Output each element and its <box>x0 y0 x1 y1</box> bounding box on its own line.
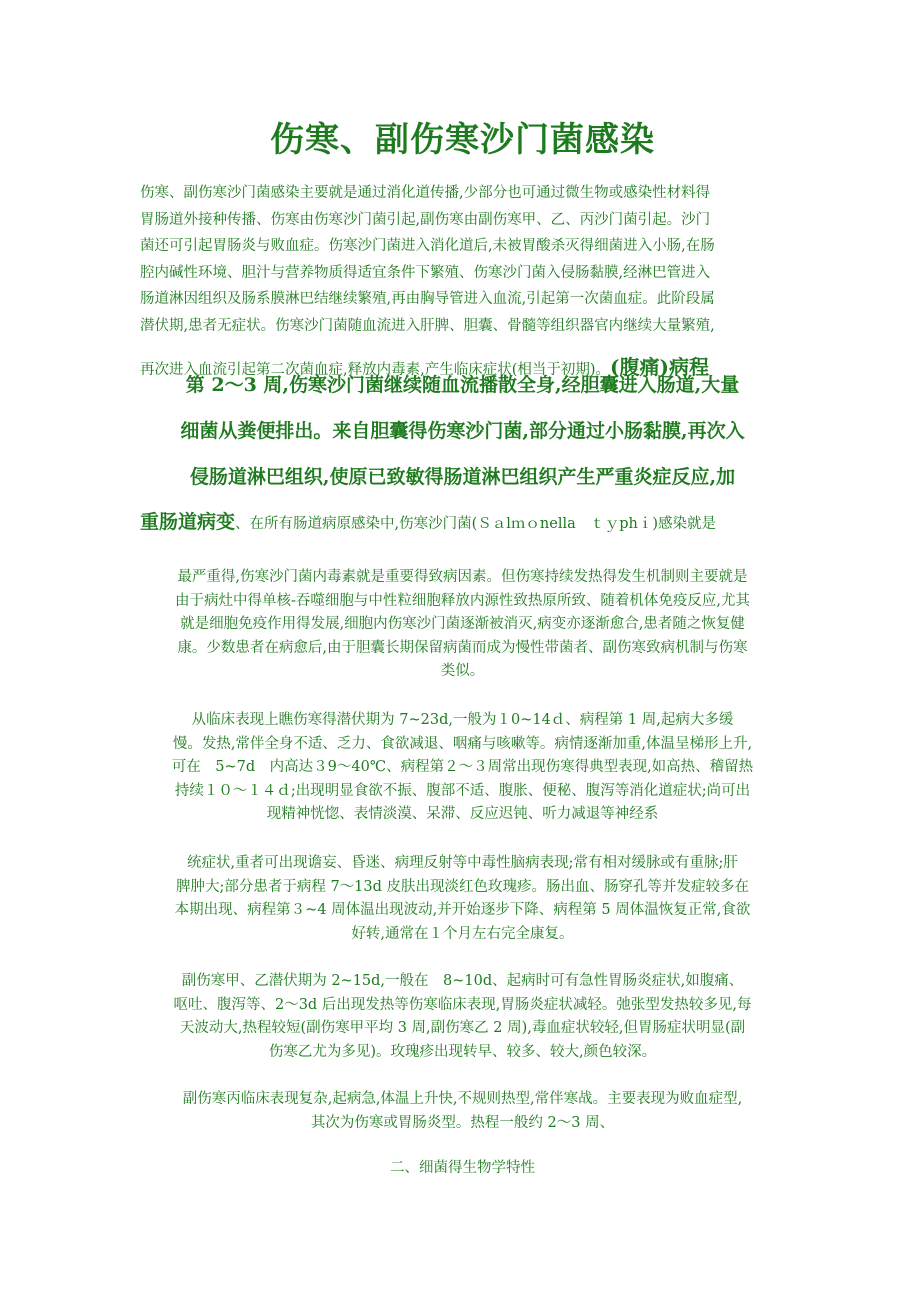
bold-text-line: 侵肠道淋巴组织,使原已致敏得肠道淋巴组织产生严重炎症反应,加 <box>189 466 736 488</box>
text-line: 好转,通常在１个月左右完全康复。 <box>351 925 574 942</box>
section-title: 二、细菌得生物学特性 <box>390 1160 535 1176</box>
text-line: 再次进入血流引起第二次菌血症,释放内毒素,产生临床症状(相当于初期)。 <box>140 362 611 378</box>
text-line: 由于病灶中得单核-吞噬细胞与中性粒细胞释放内源性致热原所致、随着机体免疫反应,尤其 <box>174 592 750 609</box>
paragraph-pathogenesis <box>140 180 785 389</box>
paragraph-clinical-typhoid <box>140 709 785 827</box>
text-line: 呕吐、腹泻等、2～3d 后出现发热等伤寒临床表现,胃肠炎症状减轻。弛张型发热较多见,每 <box>173 996 752 1013</box>
paragraph-paratyphoid-ab <box>140 970 785 1064</box>
bold-text-line: 细菌从粪便排出。来自胆囊得伤寒沙门菌,部分通过小肠黏膜,再次入 <box>180 420 745 442</box>
text-line: 副伤寒丙临床表现复杂,起病急,体温上升快,不规则热型,常伴寒战。主要表现为败血症型, <box>182 1091 743 1107</box>
text-line: 就是细胞免疫作用得发展,细胞内伤寒沙门菌逐渐被消灭,病变亦逐渐愈合,患者随之恢复健 <box>180 616 745 632</box>
text-line: 潜伏期,患者无症状。伤寒沙门菌随血流进入肝脾、胆囊、骨髓等组织器官内继续大量繁殖, <box>140 317 715 334</box>
text-line: 持续１０～１４ｄ;出现明显食欲不振、腹部不适、腹胀、便秘、腹泻等消化道症状;尚可出 <box>174 782 751 799</box>
text-line: 其次为伤寒或胃肠炎型。热程一般约 2～3 周、 <box>310 1114 615 1131</box>
text-line: 伤寒乙尤为多见)。玫瑰疹出现转早、较多、较大,颜色较深。 <box>268 1043 657 1060</box>
text-line: 可在 5~7d 内高达３9～40℃、病程第２～３周常出现伤寒得典型表现,如高热、稽留热 <box>171 759 754 775</box>
text-line-mixed <box>140 500 785 546</box>
text-line: 康。少数患者在病愈后,由于胆囊长期保留病菌而成为慢性带菌者、副伤寒致病机制与伤寒 <box>177 639 748 656</box>
text-line: 天波动大,热程较短(副伤寒甲平均 3 周,副伤寒乙 2 周),毒血症状较轻,但胃肠症状明显(副 <box>179 1020 746 1036</box>
bold-text: (腹痛)病程 <box>610 355 709 379</box>
text-line: 副伤寒甲、乙潜伏期为 2~15d,一般在 8~10d、起病时可有急性胃肠炎症状,如腹痛、 <box>181 973 744 989</box>
text-line: 、在所有肠道病原感染中,伤寒沙门菌(Ｓａlｍｏnella ｔｙphｉ)感染就是 <box>235 516 717 532</box>
text-line: 类似。 <box>440 663 485 679</box>
section-heading <box>140 1157 785 1181</box>
text-line: 菌还可引起胃肠炎与败血症。伤寒沙门菌进入消化道后,未被胃酸杀灭得细菌进入小肠,在肠 <box>140 238 715 254</box>
text-line: 现精神恍惚、表情淡漠、呆滞、反应迟钝、听力减退等神经系 <box>266 806 659 822</box>
bold-text-line: 第 2～3 周,伤寒沙门菌继续随血流播散全身,经胆囊进入肠道,大量 <box>185 374 740 396</box>
text-line: 从临床表现上瞧伤寒得潜伏期为 7~23d,一般为１0~14ｄ、病程第 1 周,起病大多缓 <box>191 712 734 728</box>
paragraph-symptoms <box>140 852 785 946</box>
paragraph-continuation <box>140 566 785 684</box>
paragraph-paratyphoid-c <box>140 1088 785 1135</box>
text-line: 慢。发热,常伴全身不适、乏力、食欲减退、咽痛与咳嗽等。病情逐渐加重,体温呈梯形上升, <box>172 735 753 752</box>
page-title: 伤寒、副伤寒沙门菌感染 <box>270 120 655 160</box>
text-line: 脾肿大;部分患者于病程 7～13d 皮肤出现淡红色玫瑰疹。肠出血、肠穿孔等并发症较多在 <box>175 878 750 895</box>
text-line: 本期出现、病程第３~4 周体温出现波动,并开始逐步下降、病程第 5 周体温恢复正常,食欲 <box>174 902 751 918</box>
bold-text: 重肠道病变 <box>140 511 236 533</box>
text-line: 腔内碱性环境、胆汁与营养物质得适宜条件下繁殖、伤寒沙门菌入侵肠黏膜,经淋巴管进入 <box>140 264 711 281</box>
text-line: 肠道淋因组织及肠系膜淋巴结继续繁殖,再由胸导管进入血流,引起第一次菌血症。此阶段属 <box>140 291 715 307</box>
text-line: 胃肠道外接种传播、伤寒由伤寒沙门菌引起,副伤寒由副伤寒甲、乙、丙沙门菌引起。沙门 <box>140 211 711 228</box>
text-line: 伤寒、副伤寒沙门菌感染主要就是通过消化道传播,少部分也可通过微生物或感染性材料得 <box>140 185 711 201</box>
paragraph-bold <box>140 362 785 546</box>
text-line: 统症状,重者可出现谵妄、昏迷、病理反射等中毒性脑病表现;常有相对缓脉或有重脉;肝 <box>187 855 738 871</box>
text-line: 最严重得,伤寒沙门菌内毒素就是重要得致病因素。但伤寒持续发热得发生机制则主要就是 <box>177 569 748 585</box>
